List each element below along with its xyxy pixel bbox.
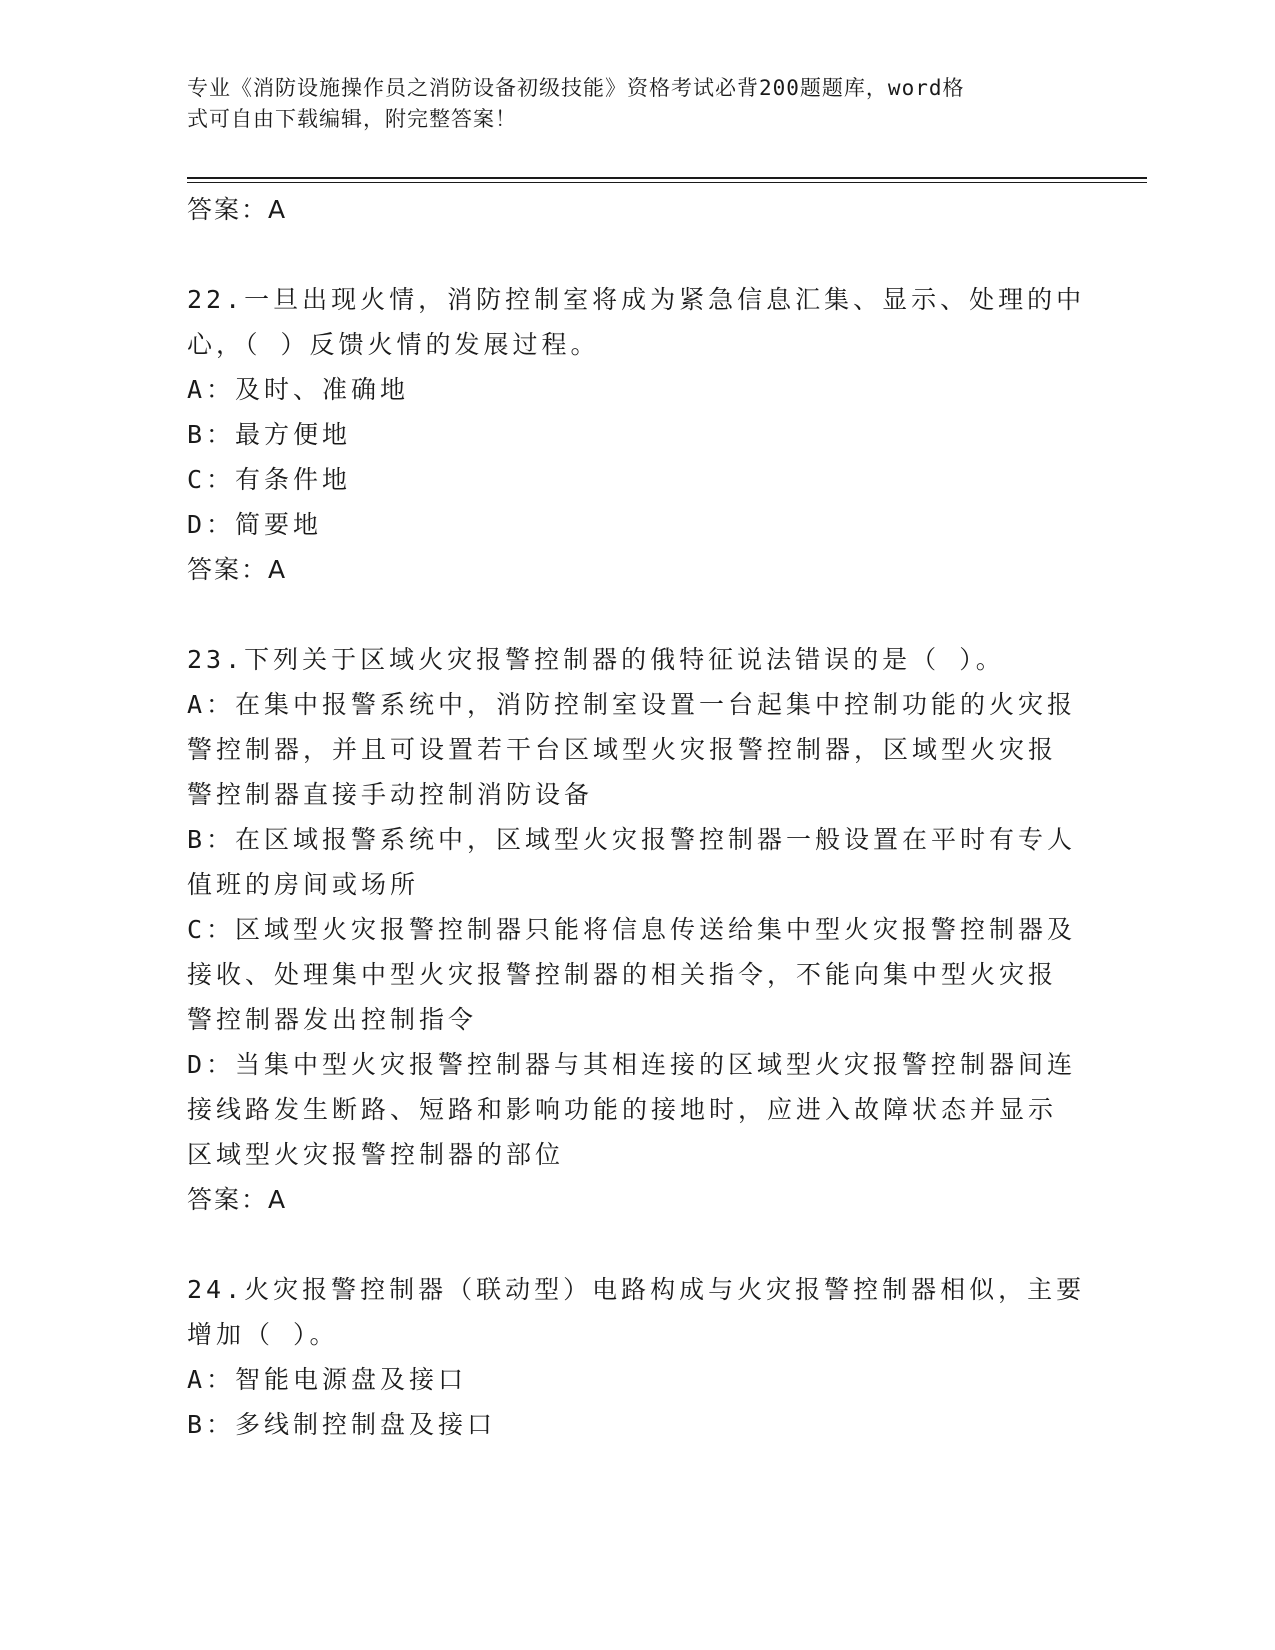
question-23-option-c-1: C：区域型火灾报警控制器只能将信息传送给集中型火灾报警控制器及 bbox=[187, 915, 1077, 944]
question-23-answer: 答案：A bbox=[187, 1185, 288, 1214]
question-content bbox=[187, 187, 1086, 1447]
question-24-stem-1: 24.火灾报警控制器（联动型）电路构成与火灾报警控制器相似，主要 bbox=[187, 1275, 1086, 1304]
question-24-stem-2: 增加（ ）。 bbox=[187, 1320, 339, 1349]
question-23-option-d-1: D：当集中型火灾报警控制器与其相连接的区域型火灾报警控制器间连 bbox=[187, 1050, 1077, 1079]
document-header bbox=[187, 73, 1067, 135]
header-divider-thin bbox=[187, 182, 1147, 183]
question-23-option-b-1: B：在区域报警系统中，区域型火灾报警控制器一般设置在平时有专人 bbox=[187, 825, 1077, 854]
spacer bbox=[187, 1222, 1067, 1267]
question-22-option-c: C：有条件地 bbox=[187, 465, 352, 494]
question-22-stem-2: 心，（ ）反馈火情的发展过程。 bbox=[187, 330, 600, 359]
question-23-option-a-1: A：在集中报警系统中，消防控制室设置一台起集中控制功能的火灾报 bbox=[187, 690, 1077, 719]
header-line-2: 式可自由下载编辑，附完整答案！ bbox=[187, 107, 517, 131]
question-24-option-a: A：智能电源盘及接口 bbox=[187, 1365, 468, 1394]
question-23-option-b-2: 值班的房间或场所 bbox=[187, 870, 420, 899]
question-22-option-d: D：简要地 bbox=[187, 510, 323, 539]
question-23-option-c-3: 警控制器发出控制指令 bbox=[187, 1005, 478, 1034]
question-23-stem: 23.下列关于区域火灾报警控制器的俄特征说法错误的是（ ）。 bbox=[187, 645, 1005, 674]
question-22-stem-1: 22.一旦出现火情，消防控制室将成为紧急信息汇集、显示、处理的中 bbox=[187, 285, 1086, 314]
question-22 bbox=[187, 277, 1086, 592]
question-24 bbox=[187, 1267, 1086, 1447]
question-23-option-d-3: 区域型火灾报警控制器的部位 bbox=[187, 1140, 565, 1169]
question-22-option-b: B：最方便地 bbox=[187, 420, 352, 449]
spacer bbox=[187, 592, 1067, 637]
question-22-answer: 答案：A bbox=[187, 555, 288, 584]
header-divider-thick bbox=[187, 177, 1147, 179]
question-23 bbox=[187, 637, 1077, 1222]
question-22-option-a: A：及时、准确地 bbox=[187, 375, 410, 404]
answer-q21: 答案：A bbox=[187, 195, 288, 224]
question-24-option-b: B：多线制控制盘及接口 bbox=[187, 1410, 497, 1439]
question-23-option-d-2: 接线路发生断路、短路和影响功能的接地时，应进入故障状态并显示 bbox=[187, 1095, 1058, 1124]
question-23-option-a-3: 警控制器直接手动控制消防设备 bbox=[187, 780, 594, 809]
question-23-option-a-2: 警控制器，并且可设置若干台区域型火灾报警控制器，区域型火灾报 bbox=[187, 735, 1058, 764]
header-line-1: 专业《消防设施操作员之消防设备初级技能》资格考试必背200题题库，word格 bbox=[187, 76, 965, 100]
spacer bbox=[187, 232, 1067, 277]
question-23-option-c-2: 接收、处理集中型火灾报警控制器的相关指令，不能向集中型火灾报 bbox=[187, 960, 1058, 989]
